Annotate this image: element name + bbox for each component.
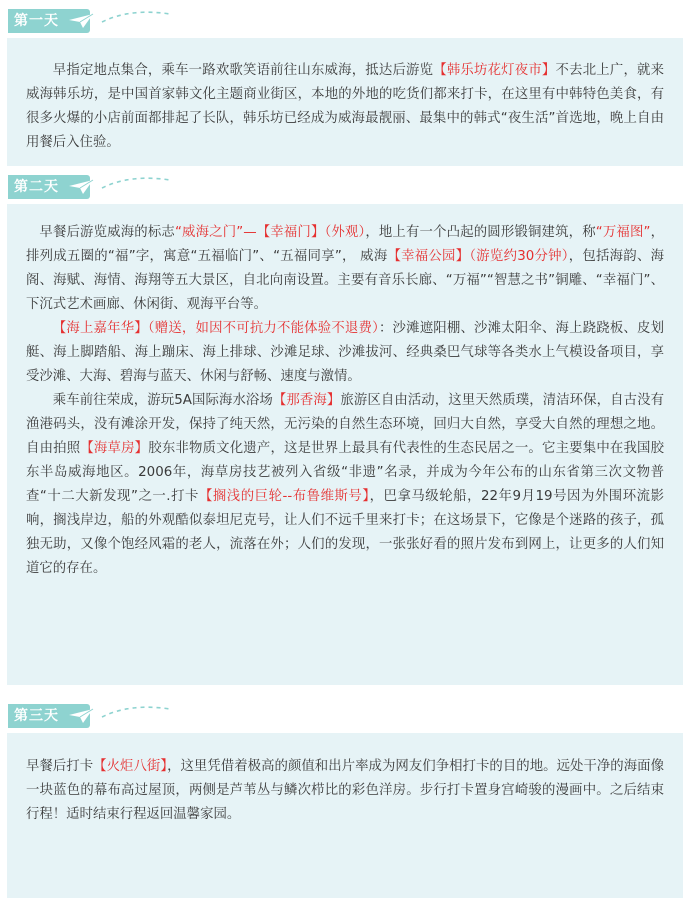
day-2-paragraph: 乘车前往荣成，游玩5A国际海水浴场【那香海】旅游区自由活动，这里天然质璞，清洁环保，自古没有渔港码头，没有滩涂开发，保持了纯天然，无污染的自然生态环境，回归大自然，享受大自然的理想之地。自由拍照【海草房】胶东非物质文化遗产，这是世界上最具有代表性的生态民居之一。它主要集中在我国胶东半岛威海地区。2006年，海草房技艺被列入省级“非遗”名录，并成为今年公布的山东省第三次文物普查“十二大新发现”之一.打卡【搁浅的巨轮--布鲁维斯号】，巴拿马级轮船，22年9月19号因为外围环流影响，搁浅岸边，船的外观酷似泰坦尼克号，让人们不远千里来打卡；在这场景下，它像是个迷路的孩子，孤独无助，又像个饱经风霜的老人，流落在外；人们的发现，一张张好看的照片发布到网上，让更多的人们知道它的存在。	[26, 393, 665, 576]
paper-plane-icon	[68, 13, 94, 29]
day-header-1	[0, 0, 690, 38]
day-tag	[8, 9, 90, 33]
day-3-card	[7, 733, 683, 898]
dashed-curve-decoration	[100, 8, 172, 24]
day-label: 第二天	[14, 179, 59, 195]
day-label: 第三天	[14, 708, 59, 724]
paper-plane-icon	[68, 179, 94, 195]
day-header-2	[0, 166, 690, 204]
day-header-3	[0, 695, 690, 733]
day-tag	[8, 175, 90, 199]
dashed-curve-decoration	[100, 174, 172, 190]
dashed-curve-decoration	[100, 703, 172, 719]
day-tag	[8, 704, 90, 728]
day-2-paragraph: 早餐后游览威海的标志“威海之门”—【幸福门】（外观），地上有一个凸起的圆形锻铜建筑，称“万福图”，排列成五圈的“福”字，寓意“五福临门”、“五福同享”， 威海【幸福公园】（游览约30分钟），包括海韵、海阁、海赋、海情、海翔等五大景区，自北向南设置。主要有音乐长廊、“万福”“智慧之书”铜雕、“幸福门”、下沉式艺术画廊、休闲街、观海平台等。	[26, 225, 665, 312]
day-3-paragraph: 早餐后打卡【火炬八街】，这里凭借着极高的颜值和出片率成为网友们争相打卡的目的地。远处干净的海面像一块蓝色的幕布高过屋顶，两侧是芦苇丛与鳞次栉比的彩色洋房。步行打卡置身宫崎骏的漫画中。之后结束行程！适时结束行程返回温馨家园。	[26, 759, 664, 822]
day-1-paragraph: 早指定地点集合，乘车一路欢歌笑语前往山东威海，抵达后游览【韩乐坊花灯夜市】不去北上广，就来威海韩乐坊，是中国首家韩文化主题商业街区，本地的外地的吃货们都来打卡，在这里有中韩特色美食，有很多火爆的小店前面都排起了长队，韩乐坊已经成为威海最靓丽、最集中的韩式“夜生活”首选地，晚上自由用餐后入住验。	[26, 63, 665, 150]
paper-plane-icon	[68, 708, 94, 724]
day-label: 第一天	[14, 13, 59, 29]
day-2-paragraph: 【海上嘉年华】（赠送，如因不可抗力不能体验不退费）：沙滩遮阳棚、沙滩太阳伞、海上跷跷板、皮划艇、海上脚踏船、海上蹦床、海上排球、沙滩足球、沙滩拔河、经典桑巴气球等各类水上气模设备项目，享受沙滩、大海、碧海与蓝天、休闲与舒畅、速度与激情。	[26, 321, 664, 384]
day-2-card	[7, 204, 683, 685]
day-1-card	[7, 38, 683, 166]
